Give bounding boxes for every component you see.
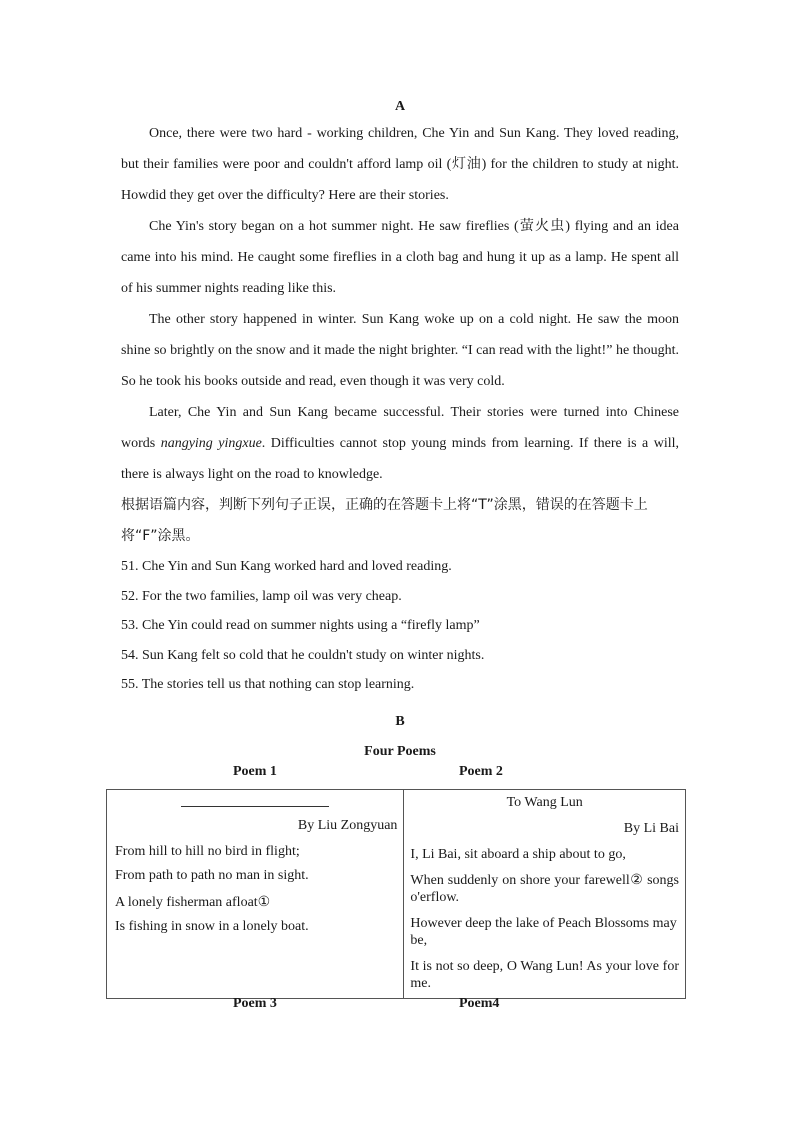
- poem-2-line-1: I, Li Bai, sit aboard a ship about to go,: [410, 847, 626, 862]
- poem-3-label: Poem 3: [233, 996, 277, 1011]
- poems-title: Four Poems: [364, 743, 436, 759]
- poem-2-author: By Li Bai: [623, 821, 679, 836]
- poems-table: [106, 789, 686, 999]
- poem-2-body: [404, 846, 685, 992]
- poem-2-cell: [404, 790, 686, 999]
- page-content: [121, 96, 679, 763]
- poem-2-label: Poem 2: [459, 764, 503, 779]
- question-list: [121, 552, 679, 700]
- question-51: 51. Che Yin and Sun Kang worked hard and loved reading.: [121, 559, 452, 574]
- passage-paragraph-3: The other story happened in winter. Sun Kang woke up on a cold night. He saw the moon shine so brightly on the snow and it made the night brighter. “I can read with the light!” he thought. So he took his books outside and read, even though it was very cold.: [121, 312, 679, 389]
- poem-1-line-2: From path to path no man in sight.: [115, 868, 309, 883]
- poem-1-line-3: A lonely fisherman afloat①: [115, 895, 271, 910]
- poem-1-title-blank: [181, 806, 329, 807]
- p4-text-after: . Difficulties cannot stop young minds from learning. If there is a will, there is always light on the road to knowledge.: [121, 436, 679, 482]
- instruction-text: 根据语篇内容，判断下列句子正误，正确的在答题卡上将“T”涂黑，错误的在答题卡上将“F”涂黑。: [121, 497, 648, 544]
- passage-paragraph-4: [121, 397, 679, 490]
- poem-labels-top: [0, 764, 800, 784]
- poem-1-line-1: From hill to hill no bird in flight;: [115, 844, 300, 859]
- poem-1-author: By Liu Zongyuan: [297, 818, 398, 833]
- poem-1-line-4: Is fishing in snow in a lonely boat.: [115, 919, 309, 934]
- poem-1-cell: [107, 790, 404, 999]
- pinyin-term: nangying yingxue: [160, 436, 262, 451]
- question-52: 52. For the two families, lamp oil was very cheap.: [121, 588, 402, 604]
- poem-labels-bottom: [0, 996, 800, 1016]
- passage-paragraph-1: Once, there were two hard - working children, Che Yin and Sun Kang. They loved reading, but their families were poor and couldn't afford lamp oil (灯油) for the children to study at night. Howdid they get over the difficulty? Here are their stories.: [121, 126, 679, 203]
- question-54: 54. Sun Kang felt so cold that he couldn't study on winter nights.: [121, 647, 485, 663]
- poem-4-label: Poem4: [459, 996, 500, 1011]
- poem-2-title: To Wang Lun: [506, 795, 583, 810]
- question-53: 53. Che Yin could read on summer nights using a “firefly lamp”: [121, 618, 480, 633]
- poem-2-line-2: When suddenly on shore your farewell② songs o'erflow.: [410, 873, 679, 905]
- poem-2-line-4: It is not so deep, O Wang Lun! As your love for me.: [410, 959, 679, 991]
- p4-text-before: Later, Che Yin and Sun Kang became successful. Their stories were turned into Chinese words: [121, 405, 679, 451]
- section-b-heading: B: [395, 713, 405, 729]
- section-a-heading: A: [394, 99, 406, 114]
- passage-paragraph-2: Che Yin's story began on a hot summer night. He saw fireflies (萤火虫) flying and an idea came into his mind. He caught some fireflies in a cloth bag and hung it up as a lamp. He spent all of his summer nights reading like this.: [121, 219, 679, 296]
- question-55: 55. The stories tell us that nothing can stop learning.: [121, 677, 415, 692]
- poem-1-label: Poem 1: [233, 764, 277, 779]
- poem-2-line-3: However deep the lake of Peach Blossoms may be,: [410, 916, 677, 948]
